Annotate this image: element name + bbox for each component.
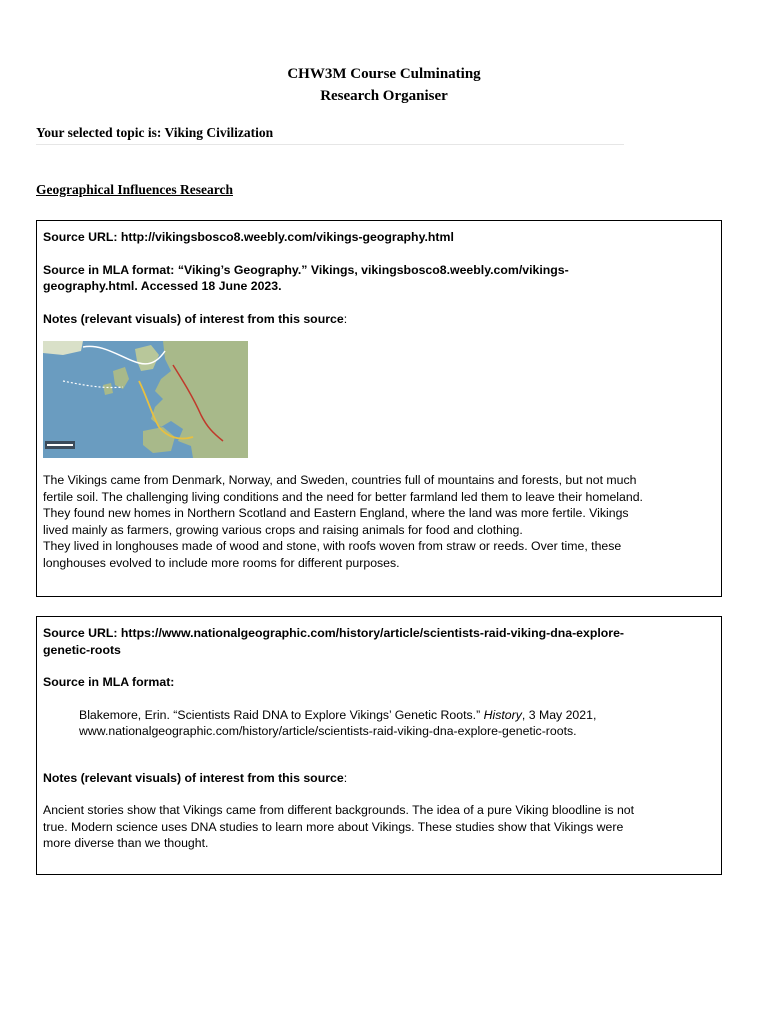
selected-topic: Your selected topic is: Viking Civilization xyxy=(36,125,624,145)
notes-label: Notes (relevant visuals) of interest from this source: xyxy=(43,770,348,785)
source-mla-line-2: geography.html. Accessed 18 June 2023. xyxy=(43,279,282,293)
source-mla-line-1: Source in MLA format: “Viking’s Geography.” Vikings, vikingsbosco8.weebly.com/vikings- xyxy=(43,262,569,277)
notes-paragraph-line: true. Modern science uses DNA studies to learn more about Vikings. These studies show that Vikings were xyxy=(43,819,624,834)
source-box-2 xyxy=(36,616,722,875)
section-heading: Geographical Influences Research xyxy=(36,182,233,197)
source-url-line-2: genetic-roots xyxy=(43,642,121,657)
source-url-line-1: Source URL: https://www.nationalgeographic.com/history/article/scientists-raid-viking-dna-explore- xyxy=(43,626,625,640)
viking-map-image xyxy=(43,341,248,458)
source-box-1 xyxy=(36,220,722,597)
notes-paragraph-line: The Vikings came from Denmark, Norway, and Sweden, countries full of mountains and forests, but not much xyxy=(43,473,637,487)
mla-citation: Blakemore, Erin. “Scientists Raid DNA to Explore Vikings’ Genetic Roots.” History, 3 May 2021, xyxy=(79,707,597,722)
notes-paragraph-line: longhouses evolved to include more rooms for different purposes. xyxy=(43,555,400,570)
notes-label: Notes (relevant visuals) of interest from this source: xyxy=(43,311,348,326)
notes-paragraph-line: They lived in longhouses made of wood and stone, with roofs woven from straw or reeds. Over time, these xyxy=(43,539,622,553)
source-url: Source URL: http://vikingsbosco8.weebly.com/vikings-geography.html xyxy=(43,230,454,244)
document-title xyxy=(0,63,768,107)
title-line-2: Research Organiser xyxy=(320,88,448,104)
source-mla-label: Source in MLA format: xyxy=(43,675,175,689)
notes-paragraph-line: lived mainly as farmers, growing various crops and raising animals for food and clothing. xyxy=(43,522,523,537)
notes-paragraph-line: They found new homes in Northern Scotland and Eastern England, where the land was more fertile. Vikings xyxy=(43,506,629,520)
notes-paragraph-line: more diverse than we thought. xyxy=(43,836,209,850)
notes-paragraph-line: Ancient stories show that Vikings came from different backgrounds. The idea of a pure Viking bloodline is not xyxy=(43,803,635,817)
notes-paragraph-line: fertile soil. The challenging living conditions and the need for better farmland led them to leave their homeland. xyxy=(43,489,643,504)
mla-citation-line-2: www.nationalgeographic.com/history/article/scientists-raid-viking-dna-explore-genetic-roots. xyxy=(79,724,577,738)
title-line-1: CHW3M Course Culminating xyxy=(287,66,481,82)
